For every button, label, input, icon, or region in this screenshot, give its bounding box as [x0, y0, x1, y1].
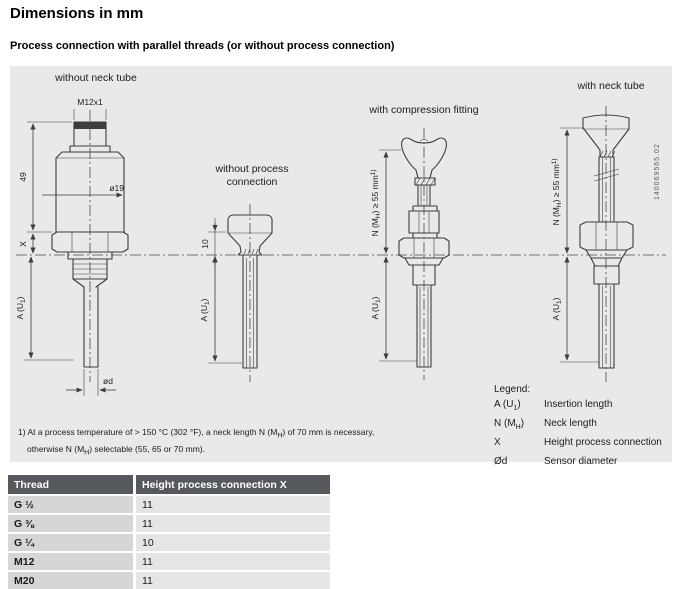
table-row — [8, 515, 330, 532]
figure1-label: without neck tube — [55, 72, 137, 84]
figure4-label: with neck tube — [577, 80, 645, 92]
legend-desc: Sensor diameter — [544, 456, 618, 467]
figure2-label-line2: connection — [226, 176, 278, 188]
table-row — [8, 572, 330, 589]
legend-desc: Neck length — [544, 418, 597, 429]
cell-height-x: 11 — [136, 496, 330, 513]
dim-insertion-length-1: A $(U_1)$ — [15, 296, 27, 320]
legend-term: Ød — [494, 456, 508, 467]
figure-with-compression-fitting — [368, 104, 478, 380]
legend-term: N $(M_H)$ — [494, 418, 525, 431]
dim-height-49: 49 — [18, 172, 28, 182]
dim-insertion-length-4: A $(U_1)$ — [551, 297, 563, 321]
legend-entry — [494, 397, 662, 416]
figure-without-neck-tube — [15, 72, 137, 396]
table-header-thread: Thread — [8, 475, 133, 494]
footnote-line1: 1) At a process temperature of > 150 °C (302 °F), a neck length N $(M_H)$ of 70 mm is necessary, — [18, 427, 375, 440]
dim-neck-length-2: N $(M_H) \ge 55$ $mm^{1)}$ — [551, 158, 563, 226]
legend-desc: Insertion length — [544, 399, 613, 410]
dim-sensor-diameter: ød — [103, 376, 113, 386]
legend-entry — [494, 454, 662, 473]
footnote — [18, 426, 374, 459]
figure-without-process-connection — [199, 163, 288, 382]
figure2-label-line1: without process — [215, 163, 289, 175]
legend — [494, 382, 662, 473]
cell-height-x: 11 — [136, 515, 330, 532]
cell-thread: M12 — [8, 553, 133, 570]
dim-m12x1: M12x1 — [77, 97, 103, 107]
figure3-label: with compression fitting — [369, 104, 479, 116]
figure-with-neck-tube — [551, 80, 645, 382]
table-header-height-x: Height process connection X — [136, 475, 330, 494]
dim-neck-length-1: N $(M_H) \ge 55$ $mm^{1)}$ — [370, 169, 382, 237]
cell-thread: G ⅜ — [8, 515, 133, 532]
cell-height-x: 11 — [136, 553, 330, 570]
dim-insertion-length-3: A $(U_1)$ — [370, 296, 382, 320]
section-subtitle: Process connection with parallel threads (or without process connection) — [10, 40, 395, 52]
legend-title: Legend: — [494, 384, 531, 395]
dim-height-10: 10 — [200, 239, 210, 249]
table-row — [8, 553, 330, 570]
cell-height-x: 11 — [136, 572, 330, 589]
cell-thread: G ¼ — [8, 534, 133, 551]
dimension-drawing-panel — [10, 66, 672, 467]
table-row — [8, 534, 330, 551]
legend-desc: Height process connection — [544, 437, 662, 448]
table-header-row — [8, 475, 330, 494]
table-row — [8, 496, 330, 513]
cell-thread: M20 — [8, 572, 133, 589]
legend-entry — [494, 416, 662, 435]
dim-insertion-length-2: A $(U_1)$ — [199, 298, 211, 322]
cell-thread: G ½ — [8, 496, 133, 513]
cell-height-x: 10 — [136, 534, 330, 551]
legend-term: A $(U_1)$ — [494, 399, 521, 412]
thread-height-table — [8, 475, 330, 589]
legend-term: X — [494, 437, 501, 448]
page-title: Dimensions in mm — [10, 5, 144, 22]
document-number: 140069565.02 — [654, 143, 661, 200]
legend-entry — [494, 435, 662, 454]
footnote-line2: otherwise N $(M_H)$ selectable (55, 65 or 70 mm). — [27, 443, 205, 457]
dim-x: X — [18, 241, 28, 247]
dim-diameter-19: ø19 — [109, 183, 124, 193]
